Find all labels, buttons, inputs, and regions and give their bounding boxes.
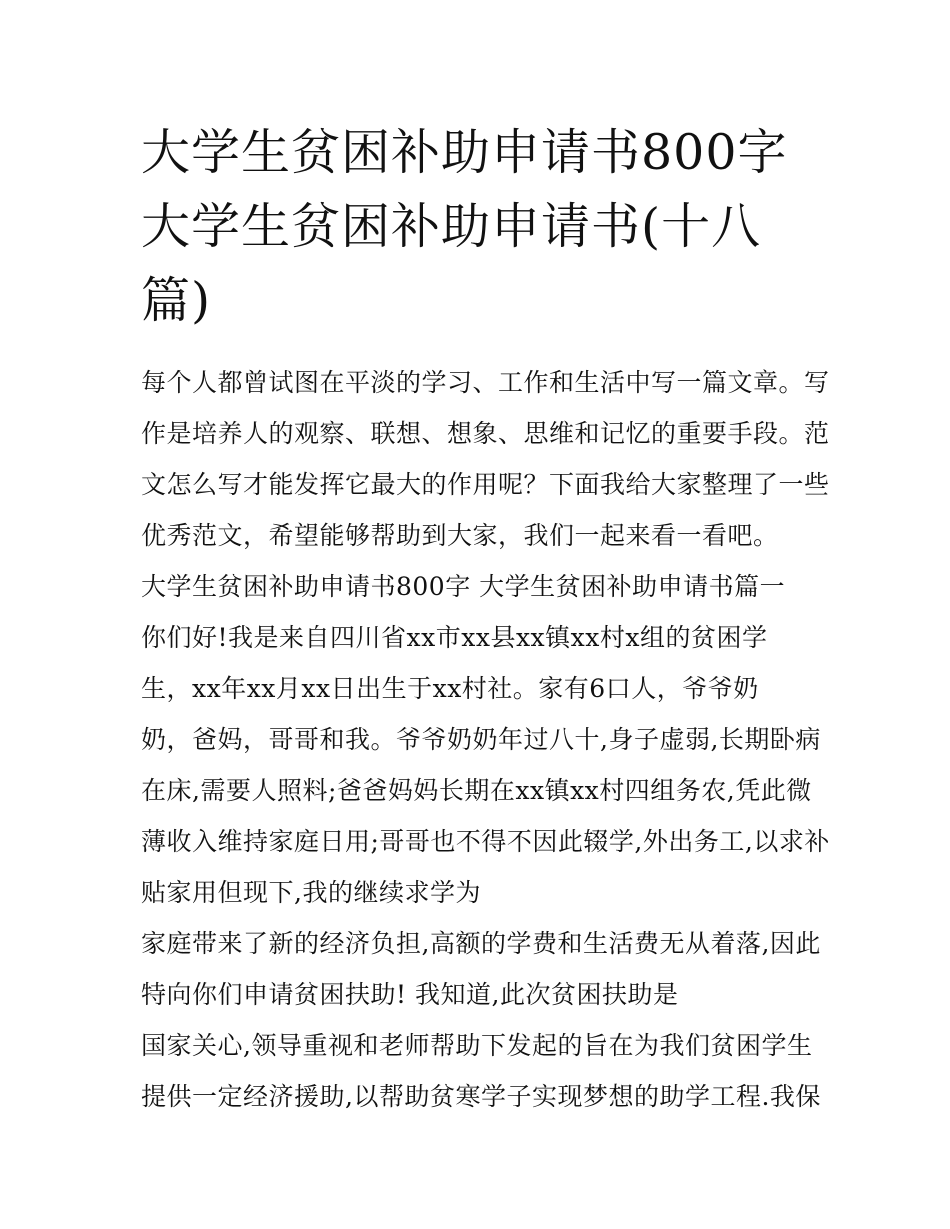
body-line: 优秀范文，希望能够帮助到大家，我们一起来看一看吧。: [141, 521, 779, 550]
body-line: 特向你们申请贫困扶助! 我知道,此次贫困扶助是: [141, 980, 679, 1009]
body-line: 薄收入维持家庭日用;哥哥也不得不因此辍学,外出务工,以求补: [141, 827, 830, 856]
body-line: 文怎么写才能发挥它最大的作用呢？下面我给大家整理了一些: [141, 470, 830, 499]
body-line: 在床,需要人照料;爸爸妈妈长期在xx镇xx村四组务农,凭此微: [141, 776, 812, 805]
body-line: 生，xx年xx月xx日出生于xx村社。家有6口人，爷爷奶: [141, 674, 759, 703]
body-line: 家庭带来了新的经济负担,高额的学费和生活费无从着落,因此: [141, 929, 821, 958]
body-line: 作是培养人的观察、联想、想象、思维和记忆的重要手段。范: [141, 419, 830, 448]
title-line: 大学生贫困补助申请书(十八: [141, 198, 762, 255]
body-line: 奶，爸妈，哥哥和我。爷爷奶奶年过八十,身子虚弱,长期卧病: [141, 725, 821, 754]
title-line: 篇): [141, 272, 212, 329]
body-line: 贴家用但现下,我的继续求学为: [141, 878, 481, 907]
body-line: 你们好!我是来自四川省xx市xx县xx镇xx村x组的贫困学: [141, 623, 768, 652]
title-line: 大学生贫困补助申请书800字: [141, 124, 788, 181]
document-body: [141, 357, 831, 1122]
body-line: 国家关心,领导重视和老师帮助下发起的旨在为我们贫困学生: [141, 1031, 813, 1060]
section-heading-line: 大学生贫困补助申请书800字 大学生贫困补助申请书篇一: [141, 572, 786, 601]
body-line: 提供一定经济援助,以帮助贫寒学子实现梦想的助学工程.我保: [141, 1082, 821, 1111]
document-title: [141, 116, 821, 338]
body-line: 每个人都曾试图在平淡的学习、工作和生活中写一篇文章。写: [141, 368, 830, 397]
